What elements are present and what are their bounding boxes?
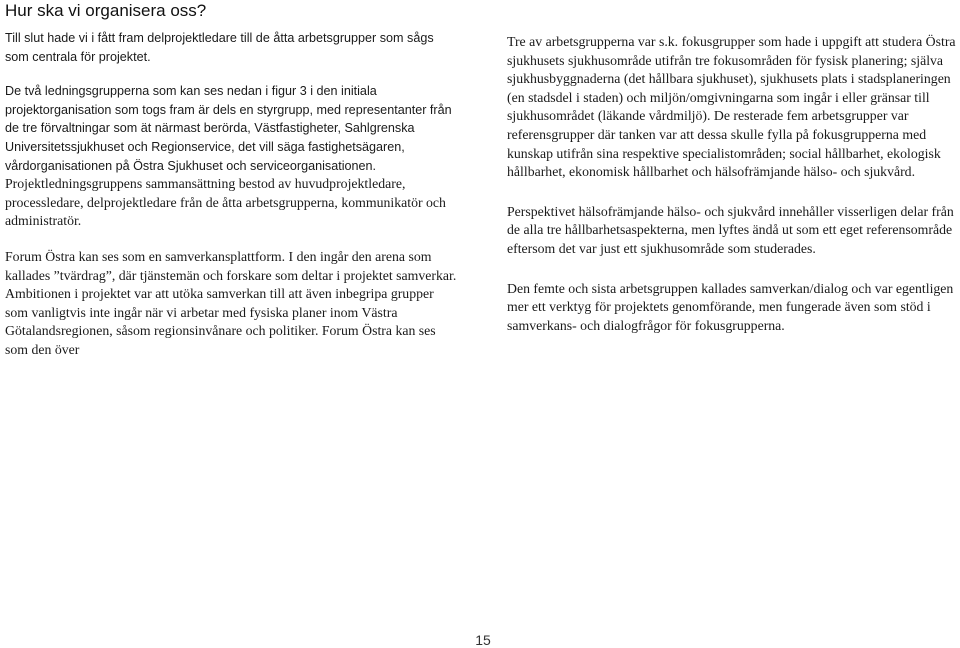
dialogue-group-paragraph: Den femte och sista arbetsgruppen kallades samverkan/dialog och var egentligen mer ett verktyg för projektets genomförande, men fungerade även som stöd i samverkans- och dialogfrågor för fokusgrupperna. [507,280,954,333]
section-heading: Hur ska vi organisera oss? [5,1,207,20]
page-number: 15 [475,632,491,648]
right-column [507,33,957,335]
focus-groups-paragraph: Tre av arbetsgrupperna var s.k. fokusgrupper som hade i uppgift att studera Östra sjukhusets sjukhusområde utifrån tre fokusområden för fysisk planering; själva sjukhusbyggnaderna (det hållbara sjukhuset), sjukhusets plats i stadsplaneringen (en stadsdel i staden) och miljön/omgivningarna som ingår i eller gränsar till sjukhusområdet (läkande vårdmiljö). De resterade fem arbetsgrupper var referensgrupper där tanken var att dessa skulle fylla på fokusgrupperna med kunskap utifrån sina respektive specialistområden; social hållbarhet, ekologisk hållbarhet, ekonomisk hållbarhet och hälsofrämjande hälso- och sjukvård. [507,34,956,180]
forum-ostra-paragraph: Forum Östra kan ses som en samverkansplattform. I den ingår den arena som kallades ”tvärdrag”, där tjänstemän och forskare som deltar i projektet samverkar. Ambitionen i projektet var att utöka samverkan till att även inbegripa grupper som vanligtvis inte ingår när vi arbetar med fysiska planer inom Västra Götalandsregionen, såsom regionsinvånare och politiker. Forum Östra kan ses som den över [5,248,457,357]
intro-paragraph: Till slut hade vi i fått fram delprojektledare till de åtta arbetsgrupper som sågs som centrala för projektet. [5,31,434,64]
project-management-paragraph: Projektledningsgruppens sammansättning bestod av huvudprojektledare, processledare, delprojektledare från de åtta arbetsgrupperna, kommunikatör och administratör. [5,176,446,229]
leadership-groups-paragraph: De två ledningsgrupperna som kan ses nedan i figur 3 i den initiala projektorganisation som togs fram är dels en styrgrupp, med representanter från de tre förvaltningar som ät närmast berörda, Västfastigheter, Sahlgrenska Universitetssjukhuset och Regionservice, det vill säga fastighetsägaren, vårdorganisationen på Östra Sjukhuset och serviceorganisationen. [5,84,452,173]
left-column [5,0,460,360]
health-perspective-paragraph: Perspektivet hälsofrämjande hälso- och sjukvård innehåller visserligen delar från de alla tre hållbarhetsaspekterna, men lyftes ändå ut som ett eget referensområde eftersom det var just ett sjukhusområde som studerades. [507,203,954,256]
